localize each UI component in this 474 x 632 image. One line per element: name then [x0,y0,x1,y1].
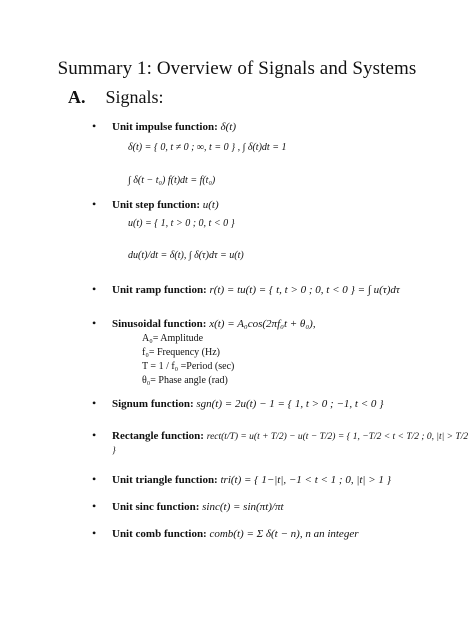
list-item-signum [92,396,384,411]
list-item-ramp [92,282,400,297]
item-label: Unit sinc function: [112,501,200,513]
item-symbol: sgn(t) = 2u(t) − 1 = { 1, t > 0 ; −1, t < 0 } [196,398,384,410]
list-item-sinusoidal [92,316,316,331]
section-heading [68,87,164,108]
bullet-dot: • [92,119,97,133]
item-symbol: tri(t) = { 1−|t|, −1 < t < 1 ; 0, |t| > 1 } [220,474,392,486]
definition-line: T = 1 / f₀ =Period (sec) [142,361,235,372]
list-item-triangle [92,472,392,487]
bullet-dot: • [92,499,97,513]
item-symbol: rect(t/T) = u(t + T/2) − u(t − T/2) = { 1, −T/2 < t < T/2 ; 0, |t| > T/2 } [112,432,469,456]
definition-line: f₀= Frequency (Hz) [142,347,220,358]
item-label: Unit impulse function: [112,121,218,133]
item-symbol: sinc(t) = sin(πt)/πt [202,501,284,513]
item-label: Sinusoidal function: [112,318,207,330]
bullet-dot: • [92,282,97,296]
bullet-dot: • [92,316,97,330]
bullet-dot: • [92,197,97,211]
bullet-dot: • [92,472,97,486]
item-symbol: comb(t) = Σ δ(t − n), n an integer [209,528,359,540]
equation: ∫ δ(t − t₀) f(t)dt = f(t₀) [128,175,216,186]
page-title: Summary 1: Overview of Signals and Systems [57,58,417,79]
item-symbol: r(t) = tu(t) = { t, t > 0 ; 0, t < 0 } = ∫ u(τ)dτ [209,284,400,296]
section-label: Signals: [105,87,164,107]
item-label: Unit step function: [112,199,201,211]
equation: du(t)/dt = δ(t), ∫ δ(τ)dτ = u(t) [128,250,244,261]
equation: u(t) = { 1, t > 0 ; 0, t < 0 } [128,218,235,229]
section-letter: A. [68,87,86,107]
item-label: Signum function: [112,398,194,410]
list-item-step [92,197,219,212]
list-item-rectangle [92,428,474,458]
equation: δ(t) = { 0, t ≠ 0 ; ∞, t = 0 } , ∫ δ(t)dt = 1 [128,142,287,153]
definition-line: A₀= Amplitude [142,333,204,344]
item-symbol: x(t) = A₀cos(2πf₀t + θ₀), [209,318,316,330]
bullet-dot: • [92,396,97,410]
bullet-dot: • [92,428,97,442]
item-label: Rectangle function: [112,430,204,442]
list-item-impulse [92,119,236,134]
item-label: Unit triangle function: [112,474,218,486]
item-label: Unit ramp function: [112,284,207,296]
item-symbol: δ(t) [220,121,236,133]
definition-line: θ₀= Phase angle (rad) [142,375,228,386]
bullet-dot: • [92,526,97,540]
item-symbol: u(t) [202,199,219,211]
item-label: Unit comb function: [112,528,207,540]
list-item-comb [92,526,359,541]
list-item-sinc [92,499,284,514]
